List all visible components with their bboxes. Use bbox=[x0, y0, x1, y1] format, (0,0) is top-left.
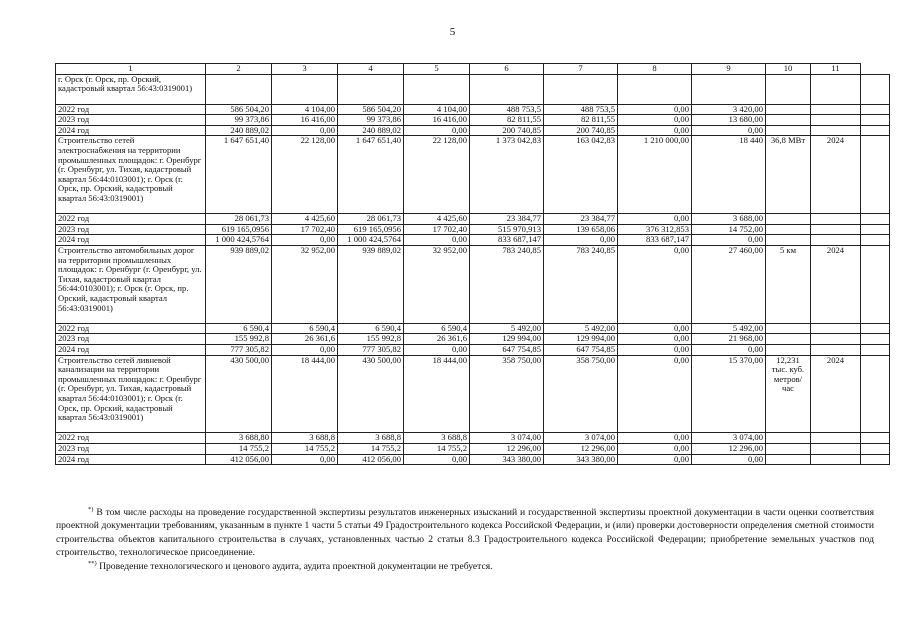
value-cell: 3 420,00 bbox=[692, 104, 766, 115]
value-cell: 5 492,00 bbox=[692, 323, 766, 334]
value-cell: 376 312,853 bbox=[618, 224, 692, 235]
value-cell bbox=[811, 433, 861, 444]
object-name: г. Орск (г. Орск, пр. Орский, кадастровый квартал 56:43:0319001) bbox=[56, 74, 206, 104]
column-number-row bbox=[56, 64, 890, 75]
value-cell bbox=[766, 235, 811, 246]
value-cell: 0,00 bbox=[618, 214, 692, 225]
value-cell: 0,00 bbox=[618, 245, 692, 323]
value-cell bbox=[766, 125, 811, 136]
value-cell: 23 384,77 bbox=[544, 214, 618, 225]
value-cell: 5 492,00 bbox=[470, 323, 544, 334]
value-cell bbox=[206, 74, 272, 104]
value-cell bbox=[766, 334, 811, 345]
value-cell bbox=[766, 74, 811, 104]
value-cell: 99 373,86 bbox=[338, 115, 404, 126]
value-cell bbox=[861, 443, 890, 454]
footnotes bbox=[56, 506, 874, 573]
value-cell: 0,00 bbox=[618, 125, 692, 136]
object-row bbox=[56, 136, 890, 214]
footnote-mark: *) bbox=[88, 505, 94, 513]
year-label: 2024 год bbox=[56, 344, 206, 355]
value-cell bbox=[618, 74, 692, 104]
value-cell: 343 380,00 bbox=[470, 454, 544, 465]
value-cell: 619 165,0956 bbox=[206, 224, 272, 235]
value-cell: 0,00 bbox=[272, 454, 338, 465]
value-cell: 12,231 тыс. куб. метров/час bbox=[766, 355, 811, 433]
value-cell: 939 889,02 bbox=[206, 245, 272, 323]
value-cell bbox=[811, 104, 861, 115]
value-cell: 15 370,00 bbox=[692, 355, 766, 433]
value-cell: 833 687,147 bbox=[470, 235, 544, 246]
value-cell: 82 811,55 bbox=[470, 115, 544, 126]
value-cell: 36,8 МВт bbox=[766, 136, 811, 214]
value-cell bbox=[470, 74, 544, 104]
value-cell: 939 889,02 bbox=[338, 245, 404, 323]
value-cell: 430 500,00 bbox=[206, 355, 272, 433]
value-cell: 139 658,06 bbox=[544, 224, 618, 235]
value-cell: 412 056,00 bbox=[206, 454, 272, 465]
value-cell bbox=[861, 344, 890, 355]
value-cell: 1 210 000,00 bbox=[618, 136, 692, 214]
value-cell: 1 373 042,83 bbox=[470, 136, 544, 214]
value-cell: 0,00 bbox=[272, 235, 338, 246]
value-cell: 14 755,2 bbox=[272, 443, 338, 454]
year-label: 2022 год bbox=[56, 323, 206, 334]
value-cell bbox=[766, 115, 811, 126]
value-cell: 0,00 bbox=[618, 323, 692, 334]
value-cell: 4 425,60 bbox=[404, 214, 470, 225]
value-cell: 27 460,00 bbox=[692, 245, 766, 323]
value-cell bbox=[692, 74, 766, 104]
object-name: Строительство сетей электроснабжения на территории промышленных площадок: г. Оренбург (г. Оренбург, ул. Тихая, кадастровый квартал 56:44:0103001); г. Орск (г. Орск, пр. Орский, кадастровый квартал 56:43:0319001) bbox=[56, 136, 206, 214]
value-cell: 26 361,6 bbox=[404, 334, 470, 345]
value-cell: 240 889,02 bbox=[206, 125, 272, 136]
value-cell bbox=[811, 224, 861, 235]
value-cell: 240 889,02 bbox=[338, 125, 404, 136]
value-cell: 6 590,4 bbox=[404, 323, 470, 334]
value-cell: 0,00 bbox=[544, 235, 618, 246]
value-cell bbox=[766, 344, 811, 355]
value-cell: 3 074,00 bbox=[692, 433, 766, 444]
page-number: 5 bbox=[449, 26, 456, 38]
year-label: 2022 год bbox=[56, 214, 206, 225]
value-cell: 4 104,00 bbox=[272, 104, 338, 115]
value-cell: 0,00 bbox=[618, 104, 692, 115]
value-cell: 1 000 424,5764 bbox=[206, 235, 272, 246]
year-label: 2023 год bbox=[56, 334, 206, 345]
value-cell: 2024 bbox=[811, 136, 861, 214]
value-cell: 14 755,2 bbox=[206, 443, 272, 454]
value-cell: 0,00 bbox=[692, 235, 766, 246]
value-cell: 358 750,00 bbox=[544, 355, 618, 433]
value-cell: 488 753,5 bbox=[470, 104, 544, 115]
value-cell: 0,00 bbox=[618, 443, 692, 454]
value-cell: 783 240,85 bbox=[544, 245, 618, 323]
value-cell: 28 061,73 bbox=[338, 214, 404, 225]
year-label: 2024 год bbox=[56, 454, 206, 465]
value-cell bbox=[766, 443, 811, 454]
year-label: 2022 год bbox=[56, 104, 206, 115]
value-cell bbox=[811, 125, 861, 136]
value-cell bbox=[404, 74, 470, 104]
value-cell bbox=[338, 74, 404, 104]
object-row bbox=[56, 355, 890, 433]
value-cell bbox=[861, 323, 890, 334]
column-number: 1 bbox=[56, 64, 206, 75]
value-cell: 12 296,00 bbox=[544, 443, 618, 454]
value-cell: 3 074,00 bbox=[544, 433, 618, 444]
value-cell: 0,00 bbox=[692, 454, 766, 465]
value-cell: 5 492,00 bbox=[544, 323, 618, 334]
value-cell bbox=[811, 323, 861, 334]
year-label: 2023 год bbox=[56, 443, 206, 454]
value-cell bbox=[544, 74, 618, 104]
value-cell: 32 952,00 bbox=[272, 245, 338, 323]
footnote-mark: **) bbox=[88, 559, 97, 567]
value-cell: 28 061,73 bbox=[206, 214, 272, 225]
object-row bbox=[56, 245, 890, 323]
value-cell: 32 952,00 bbox=[404, 245, 470, 323]
year-row bbox=[56, 433, 890, 444]
object-row bbox=[56, 74, 890, 104]
value-cell: 783 240,85 bbox=[470, 245, 544, 323]
value-cell: 777 305,82 bbox=[206, 344, 272, 355]
column-number: 3 bbox=[272, 64, 338, 75]
value-cell bbox=[861, 214, 890, 225]
value-cell: 2024 bbox=[811, 355, 861, 433]
value-cell: 0,00 bbox=[404, 454, 470, 465]
value-cell bbox=[811, 74, 861, 104]
year-row bbox=[56, 125, 890, 136]
value-cell: 129 994,00 bbox=[544, 334, 618, 345]
value-cell: 14 755,2 bbox=[338, 443, 404, 454]
value-cell: 18 440 bbox=[692, 136, 766, 214]
value-cell: 18 444,00 bbox=[272, 355, 338, 433]
value-cell: 647 754,85 bbox=[544, 344, 618, 355]
year-row bbox=[56, 104, 890, 115]
value-cell: 17 702,40 bbox=[272, 224, 338, 235]
value-cell bbox=[811, 115, 861, 126]
value-cell bbox=[766, 323, 811, 334]
value-cell: 586 504,20 bbox=[338, 104, 404, 115]
value-cell: 0,00 bbox=[272, 344, 338, 355]
value-cell: 155 992,8 bbox=[338, 334, 404, 345]
value-cell: 515 970,913 bbox=[470, 224, 544, 235]
value-cell bbox=[766, 104, 811, 115]
value-cell: 1 647 651,40 bbox=[338, 136, 404, 214]
value-cell bbox=[811, 443, 861, 454]
year-row bbox=[56, 214, 890, 225]
value-cell: 0,00 bbox=[618, 355, 692, 433]
value-cell: 21 968,00 bbox=[692, 334, 766, 345]
value-cell: 16 416,00 bbox=[272, 115, 338, 126]
value-cell bbox=[861, 235, 890, 246]
value-cell: 26 361,6 bbox=[272, 334, 338, 345]
value-cell: 200 740,85 bbox=[470, 125, 544, 136]
investment-table bbox=[55, 63, 890, 465]
value-cell: 6 590,4 bbox=[338, 323, 404, 334]
value-cell bbox=[811, 214, 861, 225]
year-row bbox=[56, 235, 890, 246]
value-cell: 5 км bbox=[766, 245, 811, 323]
value-cell: 16 416,00 bbox=[404, 115, 470, 126]
value-cell bbox=[861, 245, 890, 323]
column-number: 11 bbox=[811, 64, 861, 75]
value-cell: 1 647 651,40 bbox=[206, 136, 272, 214]
value-cell: 14 755,2 bbox=[404, 443, 470, 454]
value-cell: 0,00 bbox=[618, 334, 692, 345]
value-cell: 2024 bbox=[811, 245, 861, 323]
value-cell: 4 425,60 bbox=[272, 214, 338, 225]
value-cell: 18 444,00 bbox=[404, 355, 470, 433]
year-label: 2024 год bbox=[56, 125, 206, 136]
value-cell: 412 056,00 bbox=[338, 454, 404, 465]
value-cell: 833 687,147 bbox=[618, 235, 692, 246]
footnote bbox=[56, 506, 874, 560]
value-cell: 14 752,00 bbox=[692, 224, 766, 235]
year-row bbox=[56, 224, 890, 235]
value-cell: 163 042,83 bbox=[544, 136, 618, 214]
value-cell bbox=[861, 224, 890, 235]
value-cell: 343 380,00 bbox=[544, 454, 618, 465]
value-cell bbox=[766, 224, 811, 235]
value-cell: 0,00 bbox=[404, 125, 470, 136]
value-cell: 3 688,8 bbox=[404, 433, 470, 444]
value-cell: 619 165,0956 bbox=[338, 224, 404, 235]
value-cell: 430 500,00 bbox=[338, 355, 404, 433]
value-cell: 17 702,40 bbox=[404, 224, 470, 235]
value-cell: 12 296,00 bbox=[692, 443, 766, 454]
value-cell: 23 384,77 bbox=[470, 214, 544, 225]
value-cell: 0,00 bbox=[692, 344, 766, 355]
footnote bbox=[56, 560, 874, 573]
value-cell: 586 504,20 bbox=[206, 104, 272, 115]
value-cell: 3 074,00 bbox=[470, 433, 544, 444]
column-number: 5 bbox=[404, 64, 470, 75]
year-label: 2022 год bbox=[56, 433, 206, 444]
column-number: 2 bbox=[206, 64, 272, 75]
value-cell: 6 590,4 bbox=[272, 323, 338, 334]
column-number: 9 bbox=[692, 64, 766, 75]
year-row bbox=[56, 323, 890, 334]
value-cell bbox=[861, 104, 890, 115]
value-cell bbox=[811, 334, 861, 345]
value-cell bbox=[861, 115, 890, 126]
value-cell: 0,00 bbox=[272, 125, 338, 136]
value-cell: 1 000 424,5764 bbox=[338, 235, 404, 246]
value-cell bbox=[766, 454, 811, 465]
value-cell bbox=[861, 433, 890, 444]
value-cell: 12 296,00 bbox=[470, 443, 544, 454]
value-cell: 3 688,00 bbox=[692, 214, 766, 225]
value-cell: 155 992,8 bbox=[206, 334, 272, 345]
value-cell bbox=[861, 74, 890, 104]
value-cell bbox=[811, 344, 861, 355]
value-cell bbox=[861, 355, 890, 433]
year-row bbox=[56, 344, 890, 355]
value-cell: 6 590,4 bbox=[206, 323, 272, 334]
value-cell: 777 305,82 bbox=[338, 344, 404, 355]
footnote-text: В том числе расходы на проведение государственной экспертизы результатов инженерных изысканий и государственной экспертизы проектной документации в части оценки соответствия проектной документации требованиям, указанным в пункте 1 части 5 статьи 49 Градостроительного кодекса Российской Федерации, и (или) проверки достоверности определения сметной стоимости строительства объектов капитального строительства в случаях, установленных частью 2 статьи 8.3 Градостроительного кодекса Российской Федерации; приобретение земельных участков под строительство, технологическое присоединение. bbox=[56, 507, 874, 559]
value-cell: 0,00 bbox=[692, 125, 766, 136]
value-cell: 3 688,8 bbox=[272, 433, 338, 444]
value-cell bbox=[861, 334, 890, 345]
value-cell bbox=[811, 235, 861, 246]
value-cell: 0,00 bbox=[404, 235, 470, 246]
value-cell: 129 994,00 bbox=[470, 334, 544, 345]
value-cell bbox=[272, 74, 338, 104]
column-number: 4 bbox=[338, 64, 404, 75]
object-name: Строительство автомобильных дорог на территории промышленных площадок: г. Оренбург (г. Оренбург, ул. Тихая, кадастровый квартал 56:44:0103001); г. Орск (г. Орск, пр. Орский, кадастровый квартал 56:43:0319001) bbox=[56, 245, 206, 323]
value-cell bbox=[861, 136, 890, 214]
value-cell: 0,00 bbox=[618, 433, 692, 444]
value-cell: 488 753,5 bbox=[544, 104, 618, 115]
value-cell bbox=[811, 454, 861, 465]
value-cell: 22 128,00 bbox=[272, 136, 338, 214]
year-label: 2023 год bbox=[56, 224, 206, 235]
value-cell bbox=[861, 125, 890, 136]
value-cell: 358 750,00 bbox=[470, 355, 544, 433]
footnote-text: Проведение технологического и ценового аудита, аудита проектной документации не требуется. bbox=[99, 560, 493, 572]
object-name: Строительство сетей ливневой канализации на территории промышленных площадок: г. Оренбург (г. Оренбург, ул. Тихая, кадастровый квартал 56:44:0103001); г. Орск (г. Орск, пр. Орский, кадастровый квартал 56:43:0319001) bbox=[56, 355, 206, 433]
value-cell: 0,00 bbox=[404, 344, 470, 355]
year-row bbox=[56, 454, 890, 465]
column-number: 10 bbox=[766, 64, 811, 75]
value-cell: 0,00 bbox=[618, 454, 692, 465]
value-cell: 0,00 bbox=[618, 344, 692, 355]
value-cell: 22 128,00 bbox=[404, 136, 470, 214]
year-label: 2023 год bbox=[56, 115, 206, 126]
value-cell: 200 740,85 bbox=[544, 125, 618, 136]
value-cell: 3 688,8 bbox=[338, 433, 404, 444]
column-number: 7 bbox=[544, 64, 618, 75]
value-cell bbox=[766, 433, 811, 444]
value-cell bbox=[861, 454, 890, 465]
value-cell: 13 680,00 bbox=[692, 115, 766, 126]
year-label: 2024 год bbox=[56, 235, 206, 246]
column-number: 6 bbox=[470, 64, 544, 75]
year-row bbox=[56, 115, 890, 126]
column-number: 8 bbox=[618, 64, 692, 75]
value-cell: 647 754,85 bbox=[470, 344, 544, 355]
year-row bbox=[56, 334, 890, 345]
value-cell: 82 811,55 bbox=[544, 115, 618, 126]
value-cell: 4 104,00 bbox=[404, 104, 470, 115]
value-cell: 99 373,86 bbox=[206, 115, 272, 126]
value-cell: 3 688,80 bbox=[206, 433, 272, 444]
year-row bbox=[56, 443, 890, 454]
value-cell bbox=[766, 214, 811, 225]
value-cell: 0,00 bbox=[618, 115, 692, 126]
